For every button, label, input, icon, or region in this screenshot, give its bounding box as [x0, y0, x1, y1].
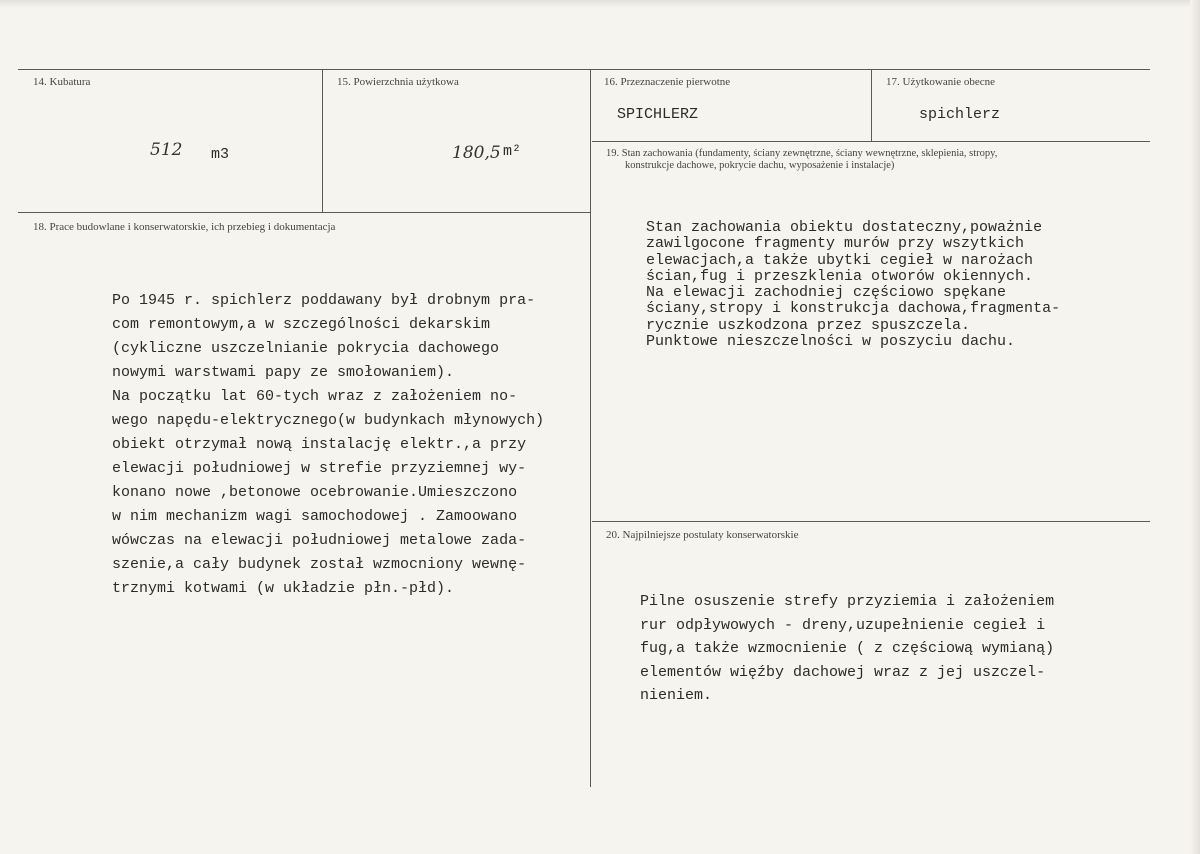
field-20-label: 20. Najpilniejsze postulaty konserwatorskie	[606, 529, 799, 541]
field-19-label-line-1: 19. Stan zachowania (fundamenty, ściany zewnętrzne, ściany wewnętrzne, sklepienia, stropy,	[606, 148, 998, 159]
rule-under-16-17	[592, 141, 1150, 142]
field-18-line: szenie,a cały budynek został wzmocniony wewnę-	[112, 556, 527, 573]
field-19-line: Stan zachowania obiektu dostateczny,poważnie	[646, 219, 1043, 236]
field-15-value: 180,5	[452, 143, 501, 163]
divider-main	[590, 69, 591, 787]
field-19-line: elewacjach,a także ubytki cegieł w narożach	[646, 251, 1034, 269]
field-19-label-line-2: konstrukcje dachowe, pokrycie dachu, wyposażenie i instalacje)	[625, 160, 895, 171]
field-20-line: elementów więźby dachowej wraz z jej uszczel-	[640, 663, 1046, 681]
field-19-line: Na elewacji zachodniej częściowo spękane	[646, 284, 1007, 302]
field-18-line: obiekt otrzymał nową instalację elektr.,a przy	[112, 436, 527, 453]
field-18-text	[112, 289, 544, 601]
field-18-line: konano nowe ,betonowe ocebrowanie.Umieszczono	[112, 484, 518, 501]
field-20-text	[640, 590, 1054, 708]
field-18-line: wego napędu-elektrycznego(w budynkach młynowych)	[112, 412, 545, 429]
field-18-line: Po 1945 r. spichlerz poddawany był drobnym pra-	[112, 292, 536, 309]
field-20-line: fug,a także wzmocnienie ( z częściową wymianą)	[640, 640, 1055, 657]
field-19-text	[646, 220, 1060, 350]
field-18-line: wówczas na elewacji południowej metalowe zada-	[112, 532, 527, 549]
field-19-line: ściany,stropy i konstrukcja dachowa,fragmenta-	[646, 300, 1061, 318]
field-20-line: Pilne osuszenie strefy przyziemia i założeniem	[640, 593, 1055, 610]
field-19-line: zawilgocone fragmenty murów przy wszytkich	[646, 235, 1025, 253]
card-top-edge	[0, 0, 1200, 8]
field-14-label: 14. Kubatura	[33, 76, 91, 88]
field-18-line: elewacji południowej w strefie przyziemnej wy-	[112, 460, 527, 477]
field-15-unit: m²	[503, 143, 522, 160]
field-18-line: (cykliczne uszczelnianie pokrycia dachowego	[112, 340, 500, 357]
field-17-label: 17. Użytkowanie obecne	[886, 76, 996, 88]
field-16-value: SPICHLERZ	[617, 106, 699, 123]
field-15-label: 15. Powierzchnia użytkowa	[337, 76, 459, 88]
field-18-line: com remontowym,a w szczególności dekarskim	[112, 316, 491, 333]
field-19-line: Punktowe nieszczelności w poszyciu dachu.	[646, 333, 1016, 351]
field-20-line: nieniem.	[640, 687, 713, 704]
field-18-line: Na początku lat 60-tych wraz z założeniem no-	[112, 388, 518, 405]
rule-above-20	[592, 521, 1150, 522]
divider-16-17	[871, 69, 872, 141]
field-20-line: rur odpływowych - dreny,uzupełnienie cegieł i	[640, 616, 1046, 634]
field-18-label: 18. Prace budowlane i konserwatorskie, ich przebieg i dokumentacja	[33, 221, 336, 233]
top-rule	[18, 69, 1150, 70]
field-18-line: nowymi warstwami papy ze smołowaniem).	[112, 364, 455, 381]
card-right-edge	[1190, 0, 1200, 854]
divider-14-15	[322, 69, 323, 212]
field-19-line: ścian,fug i przeszklenia otworów okiennych.	[646, 267, 1034, 285]
field-14-unit: m3	[211, 146, 230, 163]
field-19-line: rycznie uszkodzona przez spuszczela.	[646, 316, 971, 334]
field-17-value: spichlerz	[919, 106, 1001, 123]
field-18-line: w nim mechanizm wagi samochodowej . Zamoowano	[112, 508, 518, 525]
field-16-label: 16. Przeznaczenie pierwotne	[604, 76, 731, 88]
field-14-value: 512	[150, 140, 183, 160]
rule-under-14-15	[18, 212, 590, 213]
field-18-line: trznymi kotwami (w układzie płn.-płd).	[112, 580, 455, 597]
